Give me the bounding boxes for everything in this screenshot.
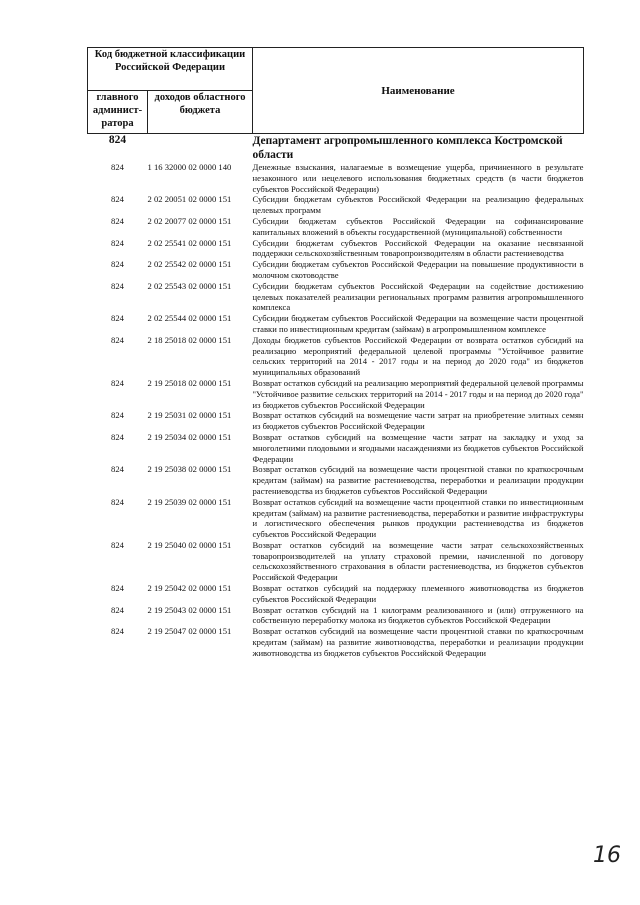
item-description: Возврат остатков субсидий на возмещение части затрат сельскохозяйственных товаропроизводителей на уплату страховой премии, начисленной по договору сельскохозяйственного страхования в области растениеводства, из бюджетов субъектов Российской Федерации xyxy=(252,539,584,583)
admin-code: 824 xyxy=(111,583,124,594)
table-row xyxy=(88,281,584,313)
table-row xyxy=(88,378,584,410)
item-description: Субсидии бюджетам субъектов Российской Федерации на оказание несвязанной поддержки сельскохозяйственным товаропроизводителям в области растениеводства xyxy=(252,237,584,259)
item-description: Субсидии бюджетам субъектов Российской Федерации на повышение продуктивности в молочном скотоводстве xyxy=(252,259,584,280)
item-description: Возврат остатков субсидий на возмещение части затрат на приобретение элитных семян из бюджетов субъектов Российской Федерации xyxy=(252,410,584,432)
department-name: Департамент агропромышленного комплекса Костромской области xyxy=(252,135,563,161)
table-row xyxy=(88,259,584,281)
income-code: 2 18 25018 02 0000 151 xyxy=(147,334,232,345)
item-description: Возврат остатков субсидий на 1 килограмм реализованного и (или) отгруженного на собственную переработку молока из бюджетов субъектов Российской Федерации xyxy=(252,604,584,626)
table-row xyxy=(88,605,584,627)
income-code: 2 02 25541 02 0000 151 xyxy=(147,237,232,248)
income-code: 2 02 20077 02 0000 151 xyxy=(147,215,232,226)
item-description: Денежные взыскания, налагаемые в возмещение ущерба, причиненного в результате незаконного или нецелевого использования бюджетных средств (в части бюджетов субъектов Российской Федерации) xyxy=(252,162,584,194)
admin-code: 824 xyxy=(111,280,124,291)
item-description: Возврат остатков субсидий на возмещение части затрат на закладку и уход за многолетними плодовыми и ягодными насаждениями из бюджетов субъектов Российской Федерации xyxy=(252,431,584,464)
income-code: 2 19 25043 02 0000 151 xyxy=(147,604,232,615)
department-empty-cell xyxy=(148,134,253,163)
income-code: 2 02 25543 02 0000 151 xyxy=(147,280,232,291)
income-code: 2 19 25031 02 0000 151 xyxy=(147,410,232,421)
admin-code: 824 xyxy=(111,194,124,205)
table-row xyxy=(88,626,584,658)
admin-code: 824 xyxy=(111,334,124,345)
item-description: Возврат остатков субсидий на возмещение части процентной ставки по краткосрочным кредитам (займам) на развитие животноводства, переработки и реализации продукции животноводства из бюджетов субъектов Российской Федерации xyxy=(252,626,584,658)
income-code: 2 19 25038 02 0000 151 xyxy=(147,464,232,475)
admin-code: 824 xyxy=(111,259,124,270)
item-description: Возврат остатков субсидий на реализацию мероприятий федеральной целевой программы "Устойчивое развитие сельских территорий на 2014 - 2017 годы и на период до 2020 года" из бюджетов субъектов Российской Федерации xyxy=(252,377,584,410)
admin-code: 824 xyxy=(111,377,124,388)
table-row xyxy=(88,194,584,216)
income-code: 2 02 20051 02 0000 151 xyxy=(147,194,232,205)
table-row xyxy=(88,583,584,605)
admin-code: 824 xyxy=(111,626,124,637)
table-row xyxy=(88,432,584,464)
item-description: Субсидии бюджетам субъектов Российской Федерации на реализацию федеральных целевых программ xyxy=(252,194,584,216)
income-code: 2 02 25544 02 0000 151 xyxy=(147,313,232,324)
item-description: Возврат остатков субсидий на возмещение части процентной ставки по краткосрочным кредитам (займам) на развитие растениеводства, переработки и реализации продукции растениеводства из бюджетов субъектов Российской Федерации xyxy=(252,464,584,496)
table-row xyxy=(88,335,584,378)
income-code: 1 16 32000 02 0000 140 xyxy=(147,162,232,172)
table-row xyxy=(88,410,584,432)
item-description: Возврат остатков субсидий на поддержку племенного животноводства из бюджетов субъектов Российской Федерации xyxy=(252,583,584,604)
admin-code: 824 xyxy=(111,215,124,226)
budget-code-table xyxy=(87,47,584,659)
table-row xyxy=(88,216,584,238)
table-row xyxy=(88,497,584,540)
name-header: Наименование xyxy=(253,48,584,134)
item-description: Субсидии бюджетам субъектов Российской Федерации на возмещение части процентной ставки по инвестиционным кредитам (займам) в агропромышленном комплексе xyxy=(252,313,584,334)
income-code: 2 19 25034 02 0000 151 xyxy=(147,431,232,442)
admin-code: 824 xyxy=(111,604,124,615)
department-admin-code: 824 xyxy=(108,134,127,146)
admin-code: 824 xyxy=(111,496,124,507)
item-description: Доходы бюджетов субъектов Российской Федерации от возврата остатков субсидий на реализацию мероприятий федеральной целевой программы "Устойчивое развитие сельских территорий на 2014 - 2017 годы и на период до 2020 года" из бюджетов муниципальных образований xyxy=(252,334,584,378)
table-body xyxy=(88,134,584,659)
table-row xyxy=(88,540,584,583)
table-row xyxy=(88,162,584,194)
admin-column-header: главного админист-ратора xyxy=(88,91,148,134)
admin-code: 824 xyxy=(111,431,124,442)
item-description: Субсидии бюджетам субъектов Российской Федерации на содействие достижению целевых показателей реализации региональных программ развития агропромышленного комплекса xyxy=(252,280,584,313)
item-description: Субсидии бюджетам субъектов Российской Федерации на софинансирование капитальных вложений в объекты государственной (муниципальной) собственности xyxy=(252,215,584,237)
income-code: 2 19 25042 02 0000 151 xyxy=(147,583,232,594)
item-description: Возврат остатков субсидий на возмещение части процентной ставки по инвестиционным кредитам (займам) на развитие растениеводства, переработки и развитие инфраструктуры и логистического обеспечения рынков продукции растениеводства из бюджетов субъектов Российской Федерации xyxy=(252,496,584,540)
income-column-header: доходов областного бюджета xyxy=(148,91,253,134)
admin-code: 824 xyxy=(111,162,124,172)
income-code: 2 19 25018 02 0000 151 xyxy=(147,377,232,388)
page-number: 16 xyxy=(593,843,621,868)
income-code: 2 19 25040 02 0000 151 xyxy=(147,539,232,550)
admin-code: 824 xyxy=(111,410,124,421)
admin-code: 824 xyxy=(111,313,124,324)
table-row xyxy=(88,238,584,260)
admin-code: 824 xyxy=(111,539,124,550)
income-code: 2 19 25039 02 0000 151 xyxy=(147,496,232,507)
code-header: Код бюджетной классификации Российской Федерации xyxy=(88,48,253,91)
admin-code: 824 xyxy=(111,237,124,248)
income-code: 2 02 25542 02 0000 151 xyxy=(147,259,232,270)
department-row xyxy=(88,134,584,163)
admin-code: 824 xyxy=(111,464,124,475)
income-code: 2 19 25047 02 0000 151 xyxy=(147,626,232,637)
table-row xyxy=(88,313,584,335)
table-row xyxy=(88,464,584,496)
